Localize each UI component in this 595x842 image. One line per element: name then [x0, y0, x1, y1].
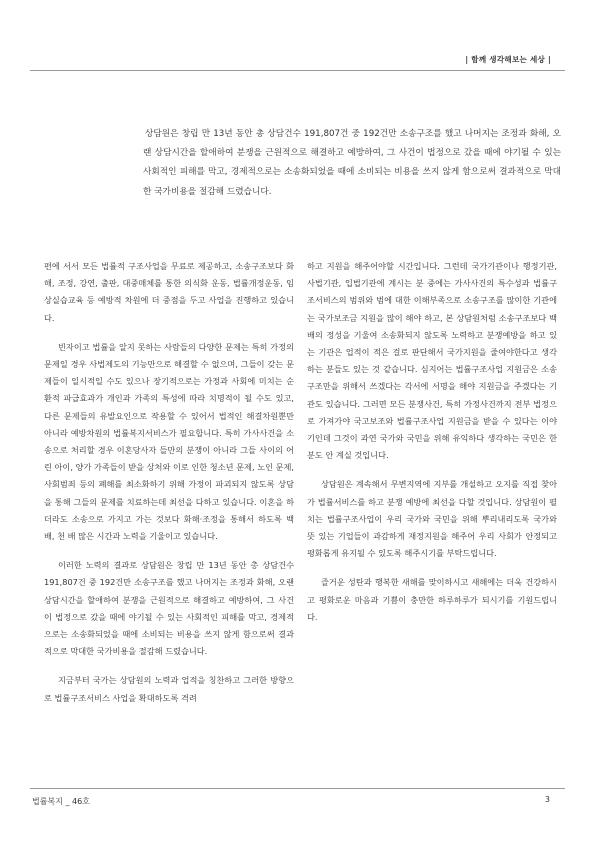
- section-tag: | 함께 생각해보는 세상 |: [465, 55, 551, 64]
- body-paragraph: 지금부터 국가는 상담원의 노력과 업적을 칭찬하고 그러한 방향으로 법률구조서비스 사업을 확대하도록 격려: [44, 675, 294, 703]
- body-column-right: [307, 258, 557, 638]
- body-paragraph: 상담원은 계속해서 무변지역에 지부를 개설하고 오지를 직접 찾아가 법률서비스를 하고 분쟁 예방에 최선을 다할 것입니다. 상담원이 펼치는 법률구조사업이 우리 국가와 국민을 위해 뿌리내리도록 국가와 뜻 있는 기업들이 과감하게 재정지원을 해주어 우리 사회가 안정되고 평화롭게 유지될 수 있도록 해주시기를 부탁드립니다.: [307, 479, 557, 559]
- page-number: 3: [544, 795, 550, 804]
- body-paragraph: 빈자이고 법률을 알지 못하는 사람들의 다양한 문제는 특히 가정의 문제일 경우 사법제도의 기능만으로 해결할 수 없으며, 그들이 갖는 문제들이 일시적일 수도 있으나 장기적으로는 가정과 사회에 미치는 순환적 파급효과가 개인과 가족의 특성에 따라 치명적이 될 수도 있고, 다른 문제들의 유발요인으로 작용할 수 있어서 법적인 해결차원뿐만 아니라 예방차원의 법률복지서비스가 필요합니다. 특히 가사사건을 소송으로 처리할 경우 이혼당사자 들만의 분쟁이 아니라 그들 사이의 어린 아이, 양가 가족들이 받을 상처와 이로 인한 청소년 문제, 노인 문제, 사회범죄 등의 폐해를 최소화하기 위해 가정이 파괴되지 않도록 상담을 통해 그들의 문제를 치료하는데 최선을 다하고 있습니다. 이혼을 하더라도 소송으로 가지고 가는 것보다 화해·조정을 통해서 하도록 백 배, 천 배 많은 시간과 노력을 기울이고 있습니다.: [44, 341, 294, 542]
- body-paragraph: 편에 서서 모든 법률적 구조사업을 무료로 제공하고, 소송구조보다 화해, 조정, 강연, 출판, 대중매체를 통한 의식화 운동, 법률개정운동, 임상실습교육 등 예방적 차원에 더 중점을 두고 사업을 진행하고 있습니다.: [44, 261, 294, 323]
- body-paragraph: 즐거운 성탄과 행복한 새해를 맞이하시고 새해에는 더욱 건강하시고 평화로운 마음과 기쁨이 충만한 하루하루가 되시기를 기원드립니다.: [307, 577, 557, 622]
- body-paragraph: 이러한 노력의 결과로 상담원은 창립 만 13년 동안 총 상담건수 191,807건 중 192건만 소송구조를 했고 나머지는 조정과 화해, 오랜 상담시간을 할애하여 분쟁을 근원적으로 해결하고 예방하여, 그 사건이 법정으로 갔을 때에 야기될 수 있는 사회적인 피해를 막고, 경제적으로는 소송화되었을 때에 소비되는 비용을 쓰지 않게 함으로써 결과적으로 막대한 국가비용을 절감해 드렸습니다.: [44, 560, 294, 657]
- footer-divider: [30, 788, 565, 789]
- summary-paragraph: 상담원은 창립 만 13년 동안 총 상담건수 191,807건 중 192건만 소송구조를 했고 나머지는 조정과 화해, 오랜 상담시간을 할애하여 분쟁을 근원적으로 해결하고 예방하여, 그 사건이 법정으로 갔을 때에 야기될 수 있는 사회적인 피해를 막고, 경제적으로는 소송화되었을 때에 소비되는 비용을 쓰지 않게 함으로써 결과적으로 막대한 국가비용을 절감해 드렸습니다.: [143, 129, 561, 197]
- body-paragraph: 하고 지원을 해주어야할 시간입니다. 그런데 국가기관이나 행정기관, 사법기관, 입법기관에 계시는 분 중에는 가사사건의 특수성과 법률구조서비스의 범위와 범에 대한 이해부족으로 소송구조를 많이한 기관에는 국가보조금 지원을 많이 해야 하고, 본 상담원처럼 소송구조보다 백배의 정성을 기울여 소송화되지 않도록 노력하고 분쟁예방을 하고 있는 기관은 업적이 적은 걸로 판단해서 국가지원을 줄여야한다고 생각하는 분들도 있는 것 같습니다. 심지어는 법률구조사업 지원금은 소송구조만을 위해서 쓰겠다는 각서에 서명을 해야 지원금을 주겠다는 기관도 있습니다. 그러면 모든 분쟁사건, 특히 가정사건까지 전부 법정으로 가져가야 국고보조와 법률구조사업 지원금을 받을 수 있다는 이야기인데 그것이 과연 국가와 국민을 위해 유익하다 생각하는 국민은 한 분도 안 계실 것입니다.: [307, 261, 557, 461]
- publication-name: 법률복지 _ 46호: [32, 797, 90, 806]
- header-divider: [30, 70, 565, 71]
- summary-box: [143, 125, 561, 202]
- body-column-left: [44, 258, 294, 719]
